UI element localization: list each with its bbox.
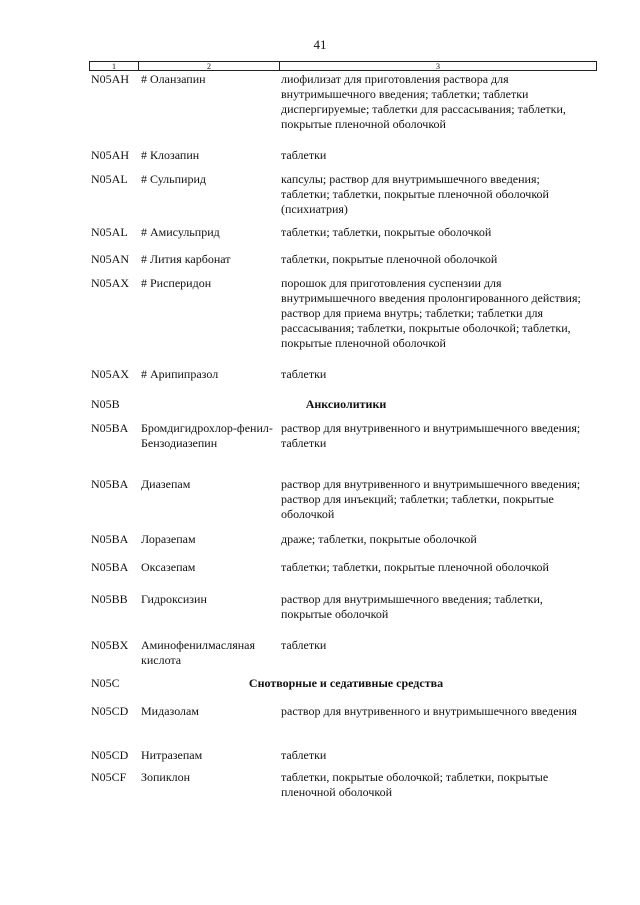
table-row bbox=[91, 276, 591, 367]
atc-code: N05BA bbox=[91, 532, 129, 546]
section-title: Снотворные и седативные средства bbox=[248, 676, 444, 690]
drug-name: # Клозапин bbox=[141, 148, 200, 162]
atc-code: N05AX bbox=[91, 367, 129, 381]
table-row bbox=[91, 421, 591, 477]
drug-name: Гидроксизин bbox=[141, 592, 207, 606]
table-row bbox=[91, 72, 591, 148]
drug-name: Оксазепам bbox=[141, 560, 196, 574]
dosage-forms: таблетки bbox=[281, 367, 327, 381]
atc-code: N05AX bbox=[91, 276, 129, 290]
atc-code: N05CD bbox=[91, 704, 129, 718]
column-header-row bbox=[89, 61, 597, 71]
section-title: Анксиолитики bbox=[305, 397, 387, 411]
column-header-1: 1 bbox=[90, 62, 139, 70]
table-row bbox=[91, 560, 591, 592]
dosage-forms: таблетки; таблетки, покрытые пленочной оболочкой bbox=[281, 560, 549, 574]
table-row bbox=[91, 532, 591, 560]
drug-name: Мидазолам bbox=[141, 704, 199, 718]
atc-code: N05BA bbox=[91, 477, 129, 491]
dosage-forms: таблетки, покрытые оболочкой; таблетки, покрытые пленочной оболочкой bbox=[281, 770, 549, 799]
table-row bbox=[91, 638, 591, 676]
atc-code: N05BA bbox=[91, 421, 129, 435]
table-row bbox=[91, 748, 591, 770]
drug-name: # Арипипразол bbox=[141, 367, 219, 381]
dosage-forms: таблетки bbox=[281, 748, 327, 762]
drug-name: # Рисперидон bbox=[141, 276, 212, 290]
atc-code: N05C bbox=[91, 676, 120, 690]
page-number: 41 bbox=[313, 37, 327, 52]
atc-code: N05BX bbox=[91, 638, 129, 652]
dosage-forms: порошок для приготовления суспензии для внутримышечного введения пролонгированного действия; раствор для приема внутрь; таблетки; таблетки для рассасывания; таблетки, покрытые оболочкой; таблетки, покрытые пленочной оболочкой bbox=[281, 276, 581, 350]
dosage-forms: таблетки; таблетки, покрытые оболочкой bbox=[281, 225, 492, 239]
dosage-forms: раствор для внутривенного и внутримышечного введения bbox=[281, 704, 577, 718]
dosage-forms: раствор для внутривенного и внутримышечного введения; таблетки bbox=[281, 421, 581, 450]
drug-name: Диазепам bbox=[141, 477, 191, 491]
table-row bbox=[91, 252, 591, 276]
table-row bbox=[91, 367, 591, 397]
table-row bbox=[91, 770, 591, 804]
atc-code: N05CD bbox=[91, 748, 129, 762]
atc-code: N05AL bbox=[91, 225, 128, 239]
drug-name: Нитразепам bbox=[141, 748, 203, 762]
drug-name: # Лития карбонат bbox=[141, 252, 231, 266]
drug-name: Аминофенилмасляная кислота bbox=[141, 638, 255, 667]
drug-name: Лоразепам bbox=[141, 532, 196, 546]
dosage-forms: раствор для внутривенного и внутримышечного введения; раствор для инъекций; таблетки; таблетки, покрытые оболочкой bbox=[281, 477, 581, 521]
table-row bbox=[91, 477, 591, 532]
table-row bbox=[91, 148, 591, 172]
atc-code: N05AH bbox=[91, 148, 129, 162]
dosage-forms: таблетки, покрытые пленочной оболочкой bbox=[281, 252, 498, 266]
table-row bbox=[91, 225, 591, 252]
dosage-forms: таблетки bbox=[281, 148, 327, 162]
drug-table bbox=[91, 72, 591, 804]
drug-name: # Амисульприд bbox=[141, 225, 220, 239]
atc-code: N05BA bbox=[91, 560, 129, 574]
section-heading-row bbox=[91, 397, 591, 421]
dosage-forms: таблетки bbox=[281, 638, 327, 652]
atc-code: N05B bbox=[91, 397, 120, 411]
drug-name: # Сульпирид bbox=[141, 172, 207, 186]
atc-code: N05AN bbox=[91, 252, 129, 266]
atc-code: N05AL bbox=[91, 172, 128, 186]
table-row bbox=[91, 592, 591, 638]
atc-code: N05AH bbox=[91, 72, 129, 86]
column-header-2: 2 bbox=[139, 62, 280, 70]
drug-name: # Оланзапин bbox=[141, 72, 206, 86]
dosage-forms: раствор для внутримышечного введения; таблетки, покрытые оболочкой bbox=[281, 592, 543, 621]
column-header-3: 3 bbox=[436, 62, 440, 71]
dosage-forms: капсулы; раствор для внутримышечного введения; таблетки; таблетки, покрытые пленочной оболочкой (психиатрия) bbox=[281, 172, 549, 216]
atc-code: N05CF bbox=[91, 770, 127, 784]
drug-name: Бромдигидрохлор-фенил-Бензодиазепин bbox=[141, 421, 273, 450]
drug-name: Зопиклон bbox=[141, 770, 191, 784]
table-row bbox=[91, 704, 591, 748]
atc-code: N05BB bbox=[91, 592, 128, 606]
table-row bbox=[91, 172, 591, 225]
dosage-forms: драже; таблетки, покрытые оболочкой bbox=[281, 532, 477, 546]
dosage-forms: лиофилизат для приготовления раствора для внутримышечного введения; таблетки; таблетки диспергируемые; таблетки для рассасывания; таблетки, покрытые пленочной оболочкой bbox=[281, 72, 566, 131]
section-heading-row bbox=[91, 676, 591, 704]
